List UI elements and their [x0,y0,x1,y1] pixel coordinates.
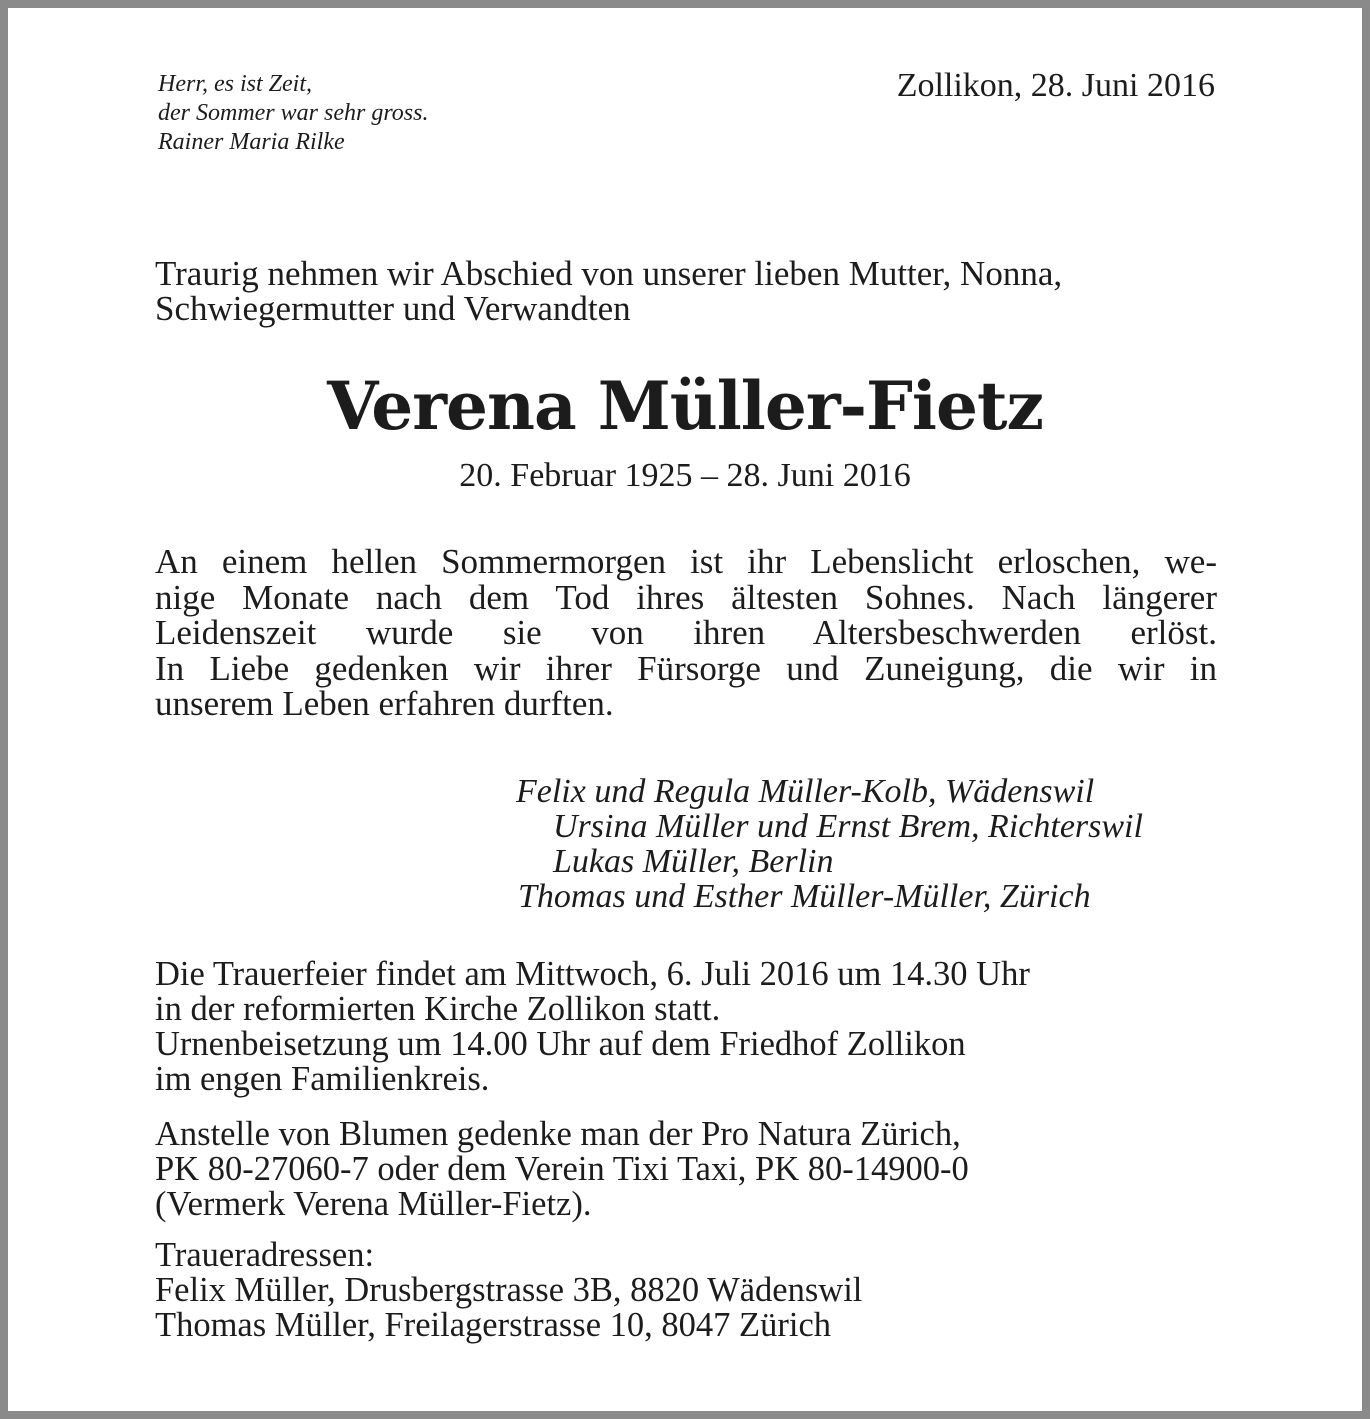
intro-line: Traurig nehmen wir Abschied von unserer lieben Mutter, Nonna, [155,254,1063,293]
intro-text [155,256,1217,326]
address-line: Thomas Müller, Freilagerstrasse 10, 8047 Zürich [155,1306,832,1344]
motto-line: der Sommer war sehr gross. [158,100,429,126]
ceremony-line: Die Trauerfeier findet am Mittwoch, 6. Juli 2016 um 14.30 Uhr [155,955,1030,993]
eulogy-line: unserem Leben erfahren durften. [155,684,614,723]
family-member: Felix und Regula Müller-Kolb, Wädenswil [516,773,1095,810]
ceremony-line: Urnenbeisetzung um 14.00 Uhr auf dem Friedhof Zollikon [155,1025,966,1063]
eulogy-line: nige Monate nach dem Tod ihres ältesten Sohnes. Nach längerer [155,577,1217,617]
donation-line: PK 80-27060-7 oder dem Verein Tixi Taxi, PK 80-14900-0 [155,1150,969,1188]
motto-author: Rainer Maria Rilke [158,129,345,155]
place-date: Zollikon, 28. Juni 2016 [896,67,1215,104]
donation-line: Anstelle von Blumen gedenke man der Pro Natura Zürich, [155,1115,961,1153]
obituary-notice [8,8,1362,1411]
family-member: Thomas und Esther Müller-Müller, Zürich [518,878,1091,915]
mourning-addresses [155,1238,862,1343]
motto-quote [158,70,428,157]
family-member: Ursina Müller und Ernst Brem, Richterswil [553,808,1143,845]
deceased-name: Verena Müller-Fietz [327,367,1043,445]
eulogy-line: An einem hellen Sommermorgen ist ihr Lebenslicht erloschen, we- [155,542,1217,581]
eulogy-line: Leidenszeit wurde sie von ihren Altersbeschwerden erlöst. [155,613,1217,652]
donation-line: (Vermerk Verena Müller-Fietz). [155,1185,592,1223]
ceremony-info [155,957,1030,1097]
addresses-heading: Traueradressen: [155,1236,375,1274]
address-line: Felix Müller, Drusbergstrasse 3B, 8820 Wädenswil [155,1271,863,1309]
life-dates: 20. Februar 1925 – 28. Juni 2016 [459,457,911,494]
intro-line: Schwiegermutter und Verwandten [155,289,631,328]
ceremony-line: im engen Familienkreis. [155,1060,490,1098]
ceremony-line: in der reformierten Kirche Zollikon statt. [155,990,721,1028]
motto-line: Herr, es ist Zeit, [158,71,313,97]
eulogy-paragraph [155,544,1217,722]
family-member: Lukas Müller, Berlin [553,843,834,880]
eulogy-line: In Liebe gedenken wir ihrer Fürsorge und Zuneigung, die wir in [155,648,1217,688]
donation-info [155,1117,969,1222]
